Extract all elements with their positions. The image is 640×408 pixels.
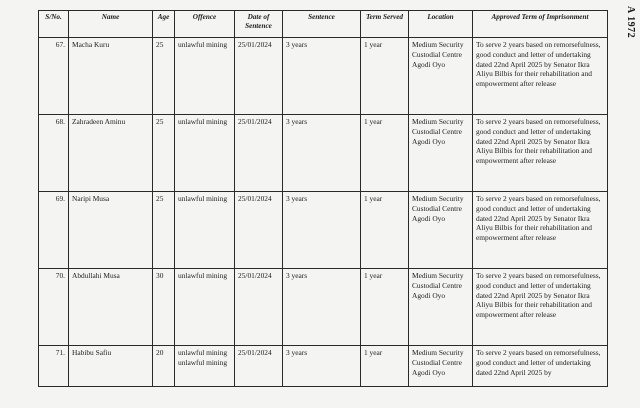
cell-age: 20 [153, 346, 175, 387]
cell-location: Medium Security Custodial Centre Agodi Oyo [409, 115, 473, 192]
cell-term-served: 1 year [361, 192, 409, 269]
cell-term-served: 1 year [361, 115, 409, 192]
cell-date: 25/01/2024 [235, 115, 283, 192]
cell-term-served: 1 year [361, 346, 409, 387]
cell-sno: 71. [39, 346, 69, 387]
header-name: Name [69, 11, 153, 38]
cell-name: Abdullahi Musa [69, 269, 153, 346]
cell-date: 25/01/2024 [235, 269, 283, 346]
cell-approved-term: To serve 2 years based on remorsefulness, good conduct and letter of undertaking dated 22nd April 2025 by Senator Ikra Aliyu Bilbis for their rehabilitation and empowerment after release [473, 192, 608, 269]
cell-approved-term: To serve 2 years based on remorsefulness, good conduct and letter of undertaking dated 22nd April 2025 by [473, 346, 608, 387]
page-number: A 1972 [625, 6, 636, 39]
header-term-served: Term Served [361, 11, 409, 38]
table-row [39, 192, 608, 269]
table-row [39, 115, 608, 192]
header-location: Location [409, 11, 473, 38]
cell-location: Medium Security Custodial Centre Agodi Oyo [409, 346, 473, 387]
header-sentence: Sentence [283, 11, 361, 38]
cell-approved-term: To serve 2 years based on remorsefulness, good conduct and letter of undertaking dated 22nd April 2025 by Senator Ikra Aliyu Bilbis for their rehabilitation and empowerment after release [473, 115, 608, 192]
cell-date: 25/01/2024 [235, 38, 283, 115]
cell-age: 25 [153, 115, 175, 192]
header-offence: Offence [175, 11, 235, 38]
prisoner-register-table [38, 10, 608, 387]
header-age: Age [153, 11, 175, 38]
header-date-of-sentence: Date of Sentence [235, 11, 283, 38]
cell-location: Medium Security Custodial Centre Agodi Oyo [409, 192, 473, 269]
cell-age: 25 [153, 192, 175, 269]
cell-sno: 69. [39, 192, 69, 269]
cell-sentence: 3 years [283, 38, 361, 115]
cell-sentence: 3 years [283, 269, 361, 346]
cell-name: Zahradeen Aminu [69, 115, 153, 192]
table-row [39, 38, 608, 115]
cell-offence: unlawful mining [175, 38, 235, 115]
cell-age: 30 [153, 269, 175, 346]
cell-name: Macha Kuru [69, 38, 153, 115]
cell-date: 25/01/2024 [235, 346, 283, 387]
cell-sno: 70. [39, 269, 69, 346]
cell-age: 25 [153, 38, 175, 115]
cell-approved-term: To serve 2 years based on remorsefulness, good conduct and letter of undertaking dated 22nd April 2025 by Senator Ikra Aliyu Bilbis for their rehabilitation and empowerment after release [473, 38, 608, 115]
cell-sentence: 3 years [283, 115, 361, 192]
cell-term-served: 1 year [361, 38, 409, 115]
header-approved-term: Approved Term of Imprisonment [473, 11, 608, 38]
cell-sno: 68. [39, 115, 69, 192]
cell-date: 25/01/2024 [235, 192, 283, 269]
cell-offence: unlawful mining [175, 269, 235, 346]
header-row [39, 11, 608, 38]
cell-location: Medium Security Custodial Centre Agodi Oyo [409, 38, 473, 115]
cell-location: Medium Security Custodial Centre Agodi Oyo [409, 269, 473, 346]
table-row [39, 346, 608, 387]
cell-term-served: 1 year [361, 269, 409, 346]
table-row [39, 269, 608, 346]
cell-name: Habibu Safiu [69, 346, 153, 387]
cell-offence: unlawful mining unlawful mining [175, 346, 235, 387]
cell-sno: 67. [39, 38, 69, 115]
header-sno: S/No. [39, 11, 69, 38]
cell-sentence: 3 years [283, 346, 361, 387]
cell-sentence: 3 years [283, 192, 361, 269]
cell-approved-term: To serve 2 years based on remorsefulness, good conduct and letter of undertaking dated 22nd April 2025 by Senator Ikra Aliyu Bilbis for their rehabilitation and empowerment after release [473, 269, 608, 346]
cell-name: Naripi Musa [69, 192, 153, 269]
cell-offence: unlawful mining [175, 192, 235, 269]
cell-offence: unlawful mining [175, 115, 235, 192]
